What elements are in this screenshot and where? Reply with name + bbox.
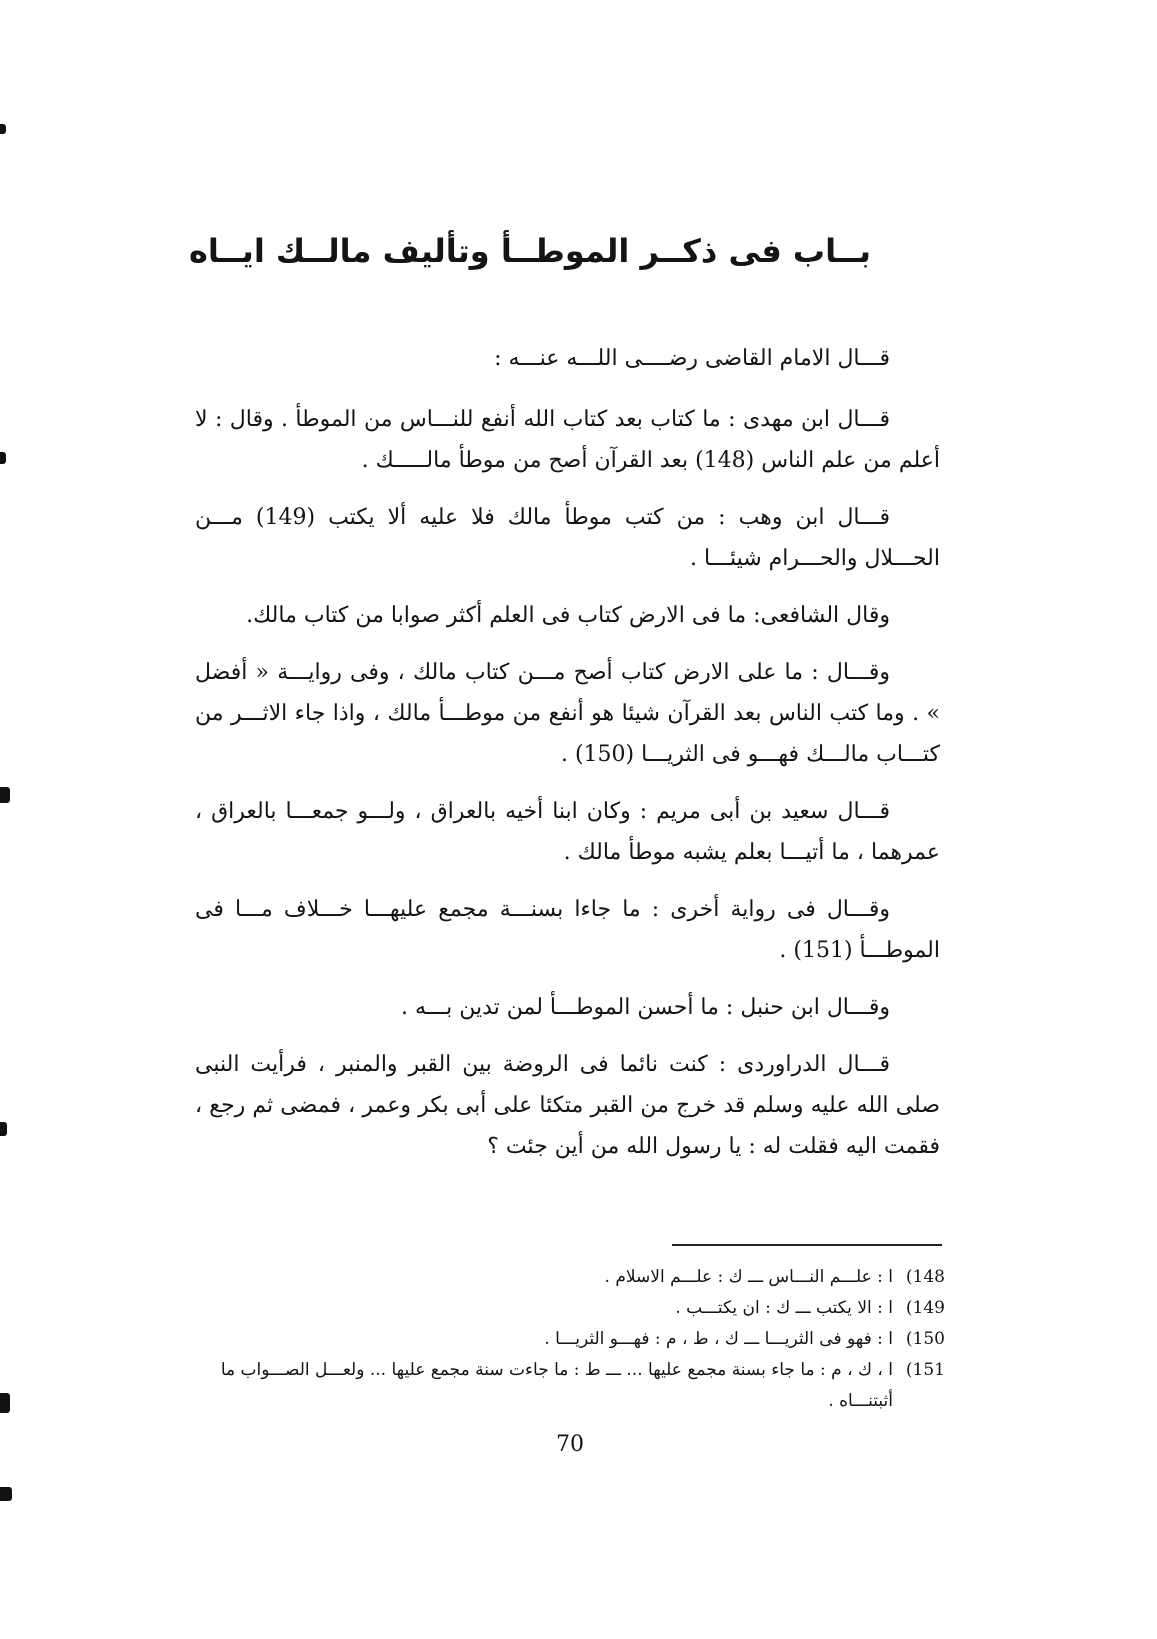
paragraph: قـــال ابن وهب : من كتب موطأ مالك فلا عليه ألا يكتب (149) مـــن الحـــلال والحـــرام شيئـــا . — [195, 505, 940, 571]
paragraph: قـــال سعيد بن أبى مريم : وكان ابنا أخيه بالعراق ، ولـــو جمعـــا بالعراق ، عمرهما ، ما أتيـــا بعلم يشبه موطأ مالك . — [195, 799, 940, 865]
paragraph: وقـــال : ما على الارض كتاب أصح مـــن كتاب مالك ، وفى روايـــة « أفضل » . وما كتب الناس بعد القرآن شيئا هو أنفع من موطـــأ مالك ، واذا جاء الاثـــر من كتـــاب مالـــك فهـــو فى الثريـــا (150) . — [195, 660, 940, 767]
chapter-title: بــاب فى ذكــر الموطــأ وتأليف مالــك ايــاه — [189, 232, 871, 270]
paragraph: قـــال ابن مهدى : ما كتاب بعد كتاب الله أنفع للنـــاس من الموطأ . وقال : لا أعلم من علم الناس (148) بعد القرآن أصح من موطأ مالـــــك . — [195, 407, 940, 473]
footnote — [195, 1262, 945, 1293]
paragraph: وقال الشافعى: ما فى الارض كتاب فى العلم أكثر صوابا من كتاب مالك. — [246, 603, 890, 628]
scan-edge-mark — [0, 1487, 12, 1501]
footnote-divider — [672, 1244, 942, 1246]
footnote — [195, 1355, 945, 1417]
body-text — [195, 338, 940, 1183]
footnote-number: 151) — [905, 1360, 945, 1380]
footnote-text: ا : علـــم النـــاس ـــ ك : علـــم الاسلام . — [604, 1267, 893, 1287]
scan-edge-mark — [0, 452, 6, 464]
scan-edge-mark — [0, 1393, 10, 1413]
paragraph: قـــال الدراوردى : كنت نائما فى الروضة بين القبر والمنبر ، فرأيت النبى صلى الله عليه وسلم قد خرج من القبر متكئا على أبى بكر وعمر ، فمضى ثم رجع ، فقمت اليه فقلت له : يا رسول الله من أين جئت ؟ — [195, 1052, 940, 1159]
paragraph: قـــال الامام القاضى رضــــى اللـــه عنـــه : — [494, 346, 890, 371]
footnotes — [195, 1262, 945, 1417]
footnote — [195, 1293, 945, 1324]
footnote-number: 148) — [905, 1267, 945, 1287]
footnote-text: ا ، ك ، م : ما جاء بسنة مجمع عليها ... ـــ ط : ما جاءت سنة مجمع عليها ... ولعـــل الصـــواب ما أثبتنـــاه . — [220, 1360, 893, 1411]
footnote-number: 150) — [905, 1329, 945, 1349]
footnote-text: ا : فهو فى الثريـــا ـــ ك ، ط ، م : فهـــو الثريـــا . — [544, 1329, 893, 1349]
paragraph: وقـــال ابن حنبل : ما أحسن الموطـــأ لمن تدين بـــه . — [400, 995, 890, 1020]
scan-edge-mark — [0, 1122, 7, 1136]
footnote — [195, 1324, 945, 1355]
footnote-text: ا : الا يكتب ـــ ك : ان يكتـــب . — [675, 1298, 893, 1318]
page-number: 70 — [556, 1432, 584, 1457]
scan-edge-mark — [0, 124, 6, 134]
footnote-number: 149) — [905, 1298, 945, 1318]
paragraph: وقـــال فى رواية أخرى : ما جاءا بسنـــة مجمع عليهـــا خـــلاف مـــا فى الموطـــأ (151) . — [195, 897, 940, 963]
scan-edge-mark — [0, 787, 10, 803]
